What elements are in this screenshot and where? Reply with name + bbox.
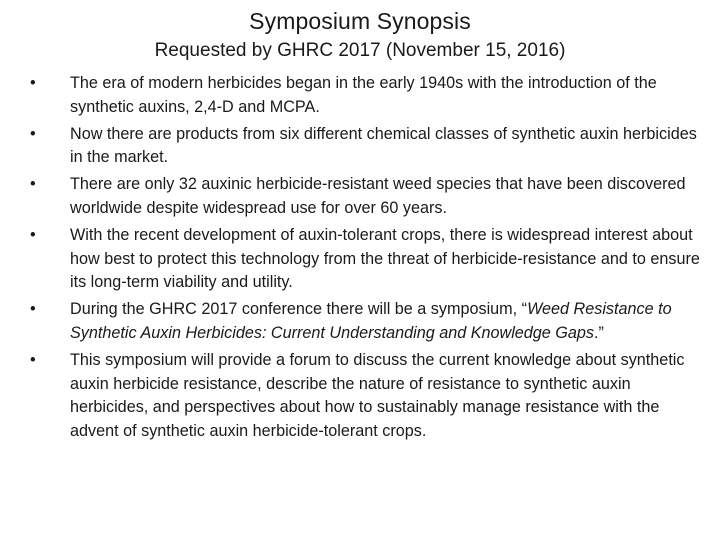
bullet-icon: • xyxy=(30,175,36,194)
bullet-text xyxy=(70,298,700,346)
bullet-icon: • xyxy=(30,300,36,319)
bullet-item xyxy=(28,123,700,171)
bullet-list xyxy=(28,72,700,447)
bullet-item xyxy=(28,72,700,120)
bullet-text: Now there are products from six different chemical classes of synthetic auxin herbicides in the market. xyxy=(70,124,697,167)
slide-subtitle: Requested by GHRC 2017 (November 15, 2016) xyxy=(154,40,566,61)
bullet-text: This symposium will provide a forum to discuss the current knowledge about synthetic auxin herbicide resistance, describe the nature of resistance to synthetic auxin herbicides, and perspectives about how to sustainably manage resistance with the advent of synthetic auxin herbicide-tolerant crops. xyxy=(70,350,685,441)
symposium-title: Weed Resistance to Synthetic Auxin Herbicides: Current Understanding and Knowledge Gaps xyxy=(70,300,672,342)
bullet-icon: • xyxy=(30,225,36,244)
bullet-item xyxy=(28,173,700,221)
bullet-icon: • xyxy=(30,124,36,143)
bullet-icon: • xyxy=(30,350,36,369)
bullet-item xyxy=(28,224,700,295)
bullet-text: There are only 32 auxinic herbicide-resistant weed species that have been discovered worldwide despite widespread use for over 60 years. xyxy=(70,175,686,217)
bullet-text: The era of modern herbicides began in the early 1940s with the introduction of the synthetic auxins, 2,4-D and MCPA. xyxy=(70,74,657,116)
bullet-item xyxy=(28,298,700,346)
bullet-text-suffix: .” xyxy=(594,323,604,342)
bullet-icon: • xyxy=(30,74,36,92)
bullet-text: With the recent development of auxin-tolerant crops, there is widespread interest about how best to protect this technology from the threat of herbicide-resistance and to ensure its long-term viability and utility. xyxy=(70,225,700,292)
slide-title: Symposium Synopsis xyxy=(249,8,471,34)
bullet-text-prefix: During the GHRC 2017 conference there will be a symposium, “ xyxy=(70,300,528,319)
bullet-item xyxy=(28,349,700,444)
